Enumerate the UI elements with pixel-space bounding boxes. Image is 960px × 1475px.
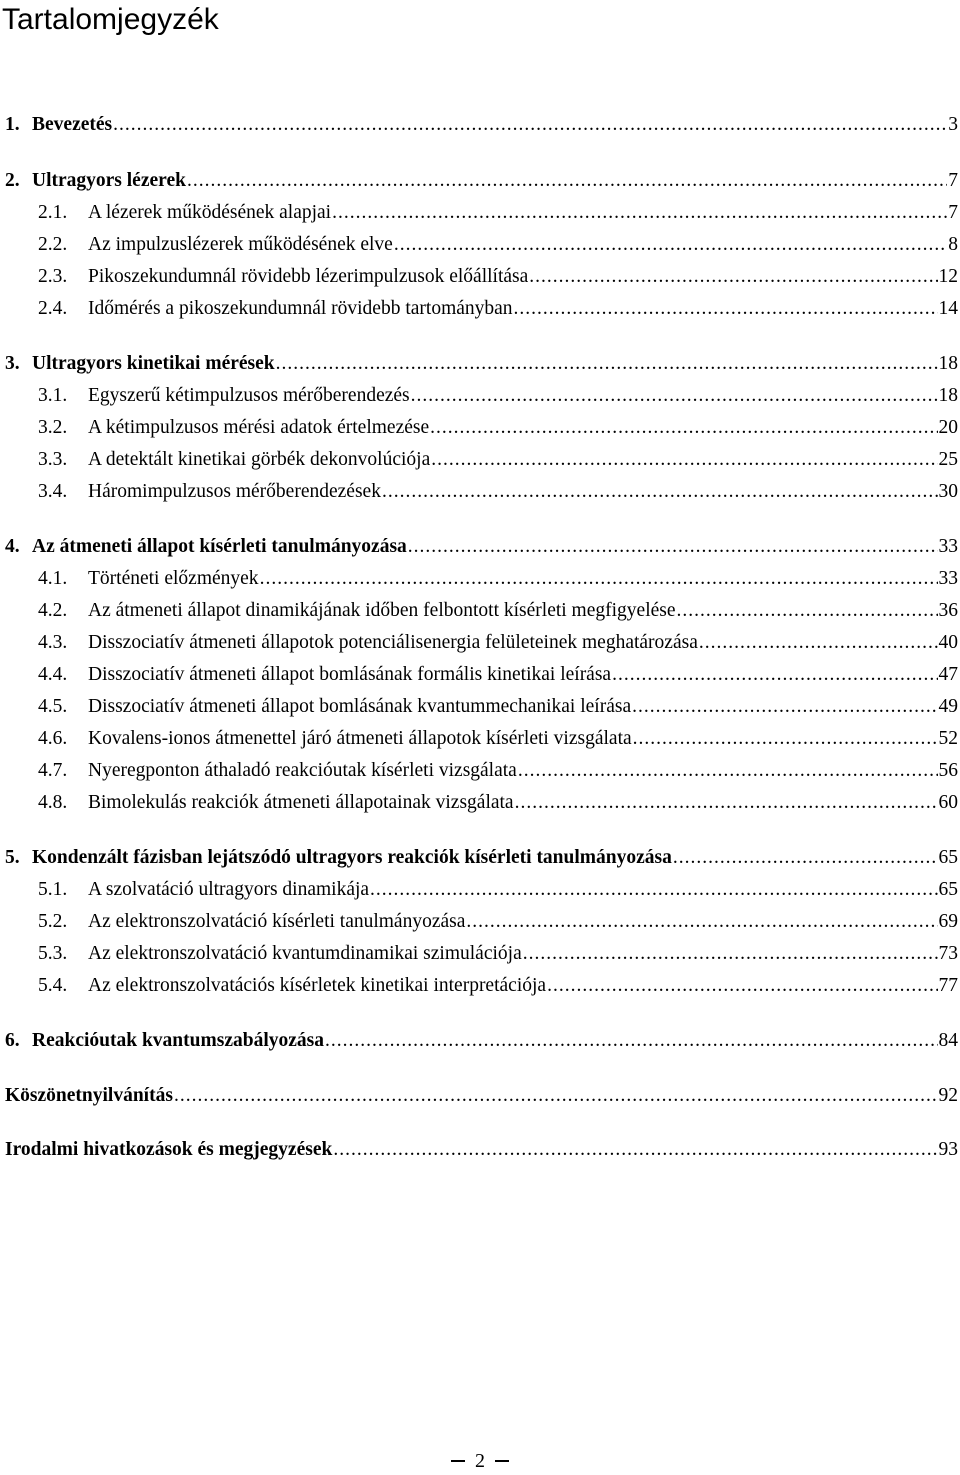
toc-entry-page: 3	[948, 114, 958, 135]
toc-entry-page: 25	[938, 449, 958, 470]
toc-entry-page: 7	[948, 170, 958, 191]
toc-leader-dots	[431, 445, 937, 475]
toc-leader-dots	[515, 788, 938, 818]
toc-entry-number: 4.	[5, 536, 20, 557]
toc-entry-label: Pikoszekundumnál rövidebb lézerimpulzusok előállítása	[88, 266, 529, 287]
toc-leader-dots	[408, 532, 938, 562]
toc-entry-page: 73	[938, 943, 958, 964]
toc-entry-number: 3.	[5, 353, 20, 374]
toc-entry[interactable]	[0, 198, 960, 228]
toc-entry-page: 84	[938, 1030, 958, 1051]
toc-entry-number: 2.4.	[38, 298, 68, 319]
toc-entry[interactable]	[0, 1135, 960, 1165]
toc-entry-number: 3.4.	[38, 481, 68, 502]
toc-leader-dots	[632, 692, 937, 722]
toc-entry-number: 5.	[5, 847, 20, 868]
toc-entry[interactable]	[0, 349, 960, 379]
toc-entry-page: 14	[938, 298, 958, 319]
toc-entry-page: 65	[938, 879, 958, 900]
toc-leader-dots	[411, 381, 938, 411]
toc-entry[interactable]	[0, 660, 960, 690]
toc-leader-dots	[325, 1026, 938, 1056]
toc-entry-page: 92	[938, 1085, 958, 1106]
toc-entry-label: Bevezetés	[32, 114, 113, 135]
toc-entry-page: 7	[948, 202, 958, 223]
toc-entry-label: Irodalmi hivatkozások és megjegyzések	[5, 1139, 333, 1160]
toc-entry-number: 4.8.	[38, 792, 68, 813]
toc-entry-number: 3.1.	[38, 385, 68, 406]
toc-entry-label: Egyszerű kétimpulzusos mérőberendezés	[88, 385, 410, 406]
toc-leader-dots	[466, 907, 937, 937]
toc-leader-dots	[518, 756, 938, 786]
toc-entry-page: 40	[938, 632, 958, 653]
toc-entry-label: Az átmeneti állapot kísérleti tanulmányozása	[32, 536, 407, 557]
toc-entry[interactable]	[0, 1081, 960, 1111]
toc-leader-dots	[187, 166, 947, 196]
toc-entry-number: 2.1.	[38, 202, 68, 223]
toc-entry[interactable]	[0, 628, 960, 658]
dash-right	[495, 1460, 509, 1462]
toc-entry-label: Az elektronszolvatációs kísérletek kinetikai interpretációja	[88, 975, 547, 996]
toc-leader-dots	[514, 294, 938, 324]
toc-entry-label: Disszociatív átmeneti állapot bomlásának formális kinetikai leírása	[88, 664, 612, 685]
toc-entry-label: Kondenzált fázisban lejátszódó ultragyors reakciók kísérleti tanulmányozása	[32, 847, 672, 868]
toc-leader-dots	[113, 110, 947, 140]
toc-entry-label: A szolvatáció ultragyors dinamikája	[88, 879, 370, 900]
toc-entry-number: 4.5.	[38, 696, 68, 717]
toc-entry-number: 4.6.	[38, 728, 68, 749]
toc-entry-page: 49	[938, 696, 958, 717]
toc-entry[interactable]	[0, 692, 960, 722]
dash-left	[451, 1460, 465, 1462]
toc-entry-number: 2.	[5, 170, 20, 191]
toc-leader-dots	[673, 843, 938, 873]
toc-leader-dots	[370, 875, 937, 905]
toc-entry-page: 56	[938, 760, 958, 781]
toc-entry[interactable]	[0, 843, 960, 873]
toc-entry-label: A kétimpulzusos mérési adatok értelmezése	[88, 417, 430, 438]
page-title: Tartalomjegyzék	[2, 3, 219, 36]
toc-entry-page: 77	[938, 975, 958, 996]
toc-entry[interactable]	[0, 907, 960, 937]
toc-entry-number: 4.3.	[38, 632, 68, 653]
toc-entry[interactable]	[0, 110, 960, 140]
toc-leader-dots	[332, 198, 947, 228]
toc-leader-dots	[523, 939, 938, 969]
toc-entry-page: 33	[938, 536, 958, 557]
toc-entry-label: Az átmeneti állapot dinamikájának időben felbontott kísérleti megfigyelése	[88, 600, 676, 621]
toc-leader-dots	[633, 724, 938, 754]
toc-entry[interactable]	[0, 564, 960, 594]
toc-entry-page: 18	[938, 385, 958, 406]
toc-entry-number: 4.4.	[38, 664, 68, 685]
toc-leader-dots	[529, 262, 937, 292]
toc-entry[interactable]	[0, 413, 960, 443]
toc-entry-page: 33	[938, 568, 958, 589]
toc-entry-label: A detektált kinetikai görbék dekonvolúciója	[88, 449, 431, 470]
toc-entry-number: 5.3.	[38, 943, 68, 964]
toc-entry-label: Háromimpulzusos mérőberendezések	[88, 481, 381, 502]
toc-entry[interactable]	[0, 477, 960, 507]
toc-entry-label: Időmérés a pikoszekundumnál rövidebb tartományban	[88, 298, 513, 319]
toc-entry-page: 69	[938, 911, 958, 932]
toc-entry-number: 4.2.	[38, 600, 68, 621]
toc-entry-page: 65	[938, 847, 958, 868]
toc-entry-number: 4.7.	[38, 760, 68, 781]
toc-entry[interactable]	[0, 939, 960, 969]
toc-entry-number: 3.2.	[38, 417, 68, 438]
toc-entry-page: 18	[938, 353, 958, 374]
toc-entry[interactable]	[0, 756, 960, 786]
toc-entry-page: 60	[938, 792, 958, 813]
toc-leader-dots	[333, 1135, 937, 1165]
toc-entry[interactable]	[0, 971, 960, 1001]
toc-entry-label: Disszociatív átmeneti állapot bomlásának kvantummechanikai leírása	[88, 696, 632, 717]
toc-entry[interactable]	[0, 445, 960, 475]
toc-entry[interactable]	[0, 532, 960, 562]
toc-entry-page: 93	[938, 1139, 958, 1160]
toc-leader-dots	[260, 564, 938, 594]
page-footer	[0, 1448, 960, 1474]
toc-leader-dots	[394, 230, 947, 260]
toc-entry-number: 2.3.	[38, 266, 68, 287]
toc-entry-page: 30	[938, 481, 958, 502]
toc-entry[interactable]	[0, 381, 960, 411]
toc-entry-label: Bimolekulás reakciók átmeneti állapotainak vizsgálata	[88, 792, 514, 813]
toc-entry-page: 20	[938, 417, 958, 438]
toc-entry-page: 8	[948, 234, 958, 255]
toc-entry-number: 6.	[5, 1030, 20, 1051]
toc-entry-page: 12	[938, 266, 958, 287]
toc-entry-label: Az elektronszolvatáció kvantumdinamikai szimulációja	[88, 943, 522, 964]
toc-leader-dots	[174, 1081, 938, 1111]
toc-entry-label: Kovalens-ionos átmenettel járó átmeneti állapotok kísérleti vizsgálata	[88, 728, 632, 749]
toc-entry-number: 4.1.	[38, 568, 68, 589]
toc-entry-page: 52	[938, 728, 958, 749]
toc-entry[interactable]	[0, 294, 960, 324]
toc-leader-dots	[547, 971, 937, 1001]
toc-leader-dots	[677, 596, 938, 626]
toc-entry[interactable]	[0, 788, 960, 818]
toc-leader-dots	[430, 413, 937, 443]
toc-entry[interactable]	[0, 596, 960, 626]
toc-entry-label: Történeti előzmények	[88, 568, 259, 589]
toc-entry-label: Disszociatív átmeneti állapotok potenciálisenergia felületeinek meghatározása	[88, 632, 698, 653]
toc-leader-dots	[612, 660, 937, 690]
toc-entry-label: Az impulzuslézerek működésének elve	[88, 234, 393, 255]
toc-entry[interactable]	[0, 724, 960, 754]
page-number: 2	[475, 1449, 485, 1472]
toc-leader-dots	[382, 477, 938, 507]
toc-entry-number: 3.3.	[38, 449, 68, 470]
toc-entry-number: 1.	[5, 114, 20, 135]
toc-entry-label: Ultragyors lézerek	[32, 170, 186, 191]
toc-entry-label: Köszönetnyilvánítás	[5, 1085, 173, 1106]
toc-entry-label: A lézerek működésének alapjai	[88, 202, 332, 223]
toc-entry[interactable]	[0, 875, 960, 905]
toc-entry-label: Nyeregponton áthaladó reakcióutak kísérleti vizsgálata	[88, 760, 517, 781]
toc-entry-number: 2.2.	[38, 234, 68, 255]
toc-entry-number: 5.1.	[38, 879, 68, 900]
toc-entry-page: 47	[938, 664, 958, 685]
toc-leader-dots	[699, 628, 938, 658]
toc-entry-label: Ultragyors kinetikai mérések	[32, 353, 275, 374]
toc-entry[interactable]	[0, 230, 960, 260]
toc-entry-label: Az elektronszolvatáció kísérleti tanulmányozása	[88, 911, 466, 932]
toc-entry-page: 36	[938, 600, 958, 621]
toc-entry-label: Reakcióutak kvantumszabályozása	[32, 1030, 324, 1051]
toc-leader-dots	[276, 349, 938, 379]
toc-entry[interactable]	[0, 166, 960, 196]
toc-entry-number: 5.2.	[38, 911, 68, 932]
toc-entry-number: 5.4.	[38, 975, 68, 996]
toc-entry[interactable]	[0, 262, 960, 292]
toc-entry[interactable]	[0, 1026, 960, 1056]
